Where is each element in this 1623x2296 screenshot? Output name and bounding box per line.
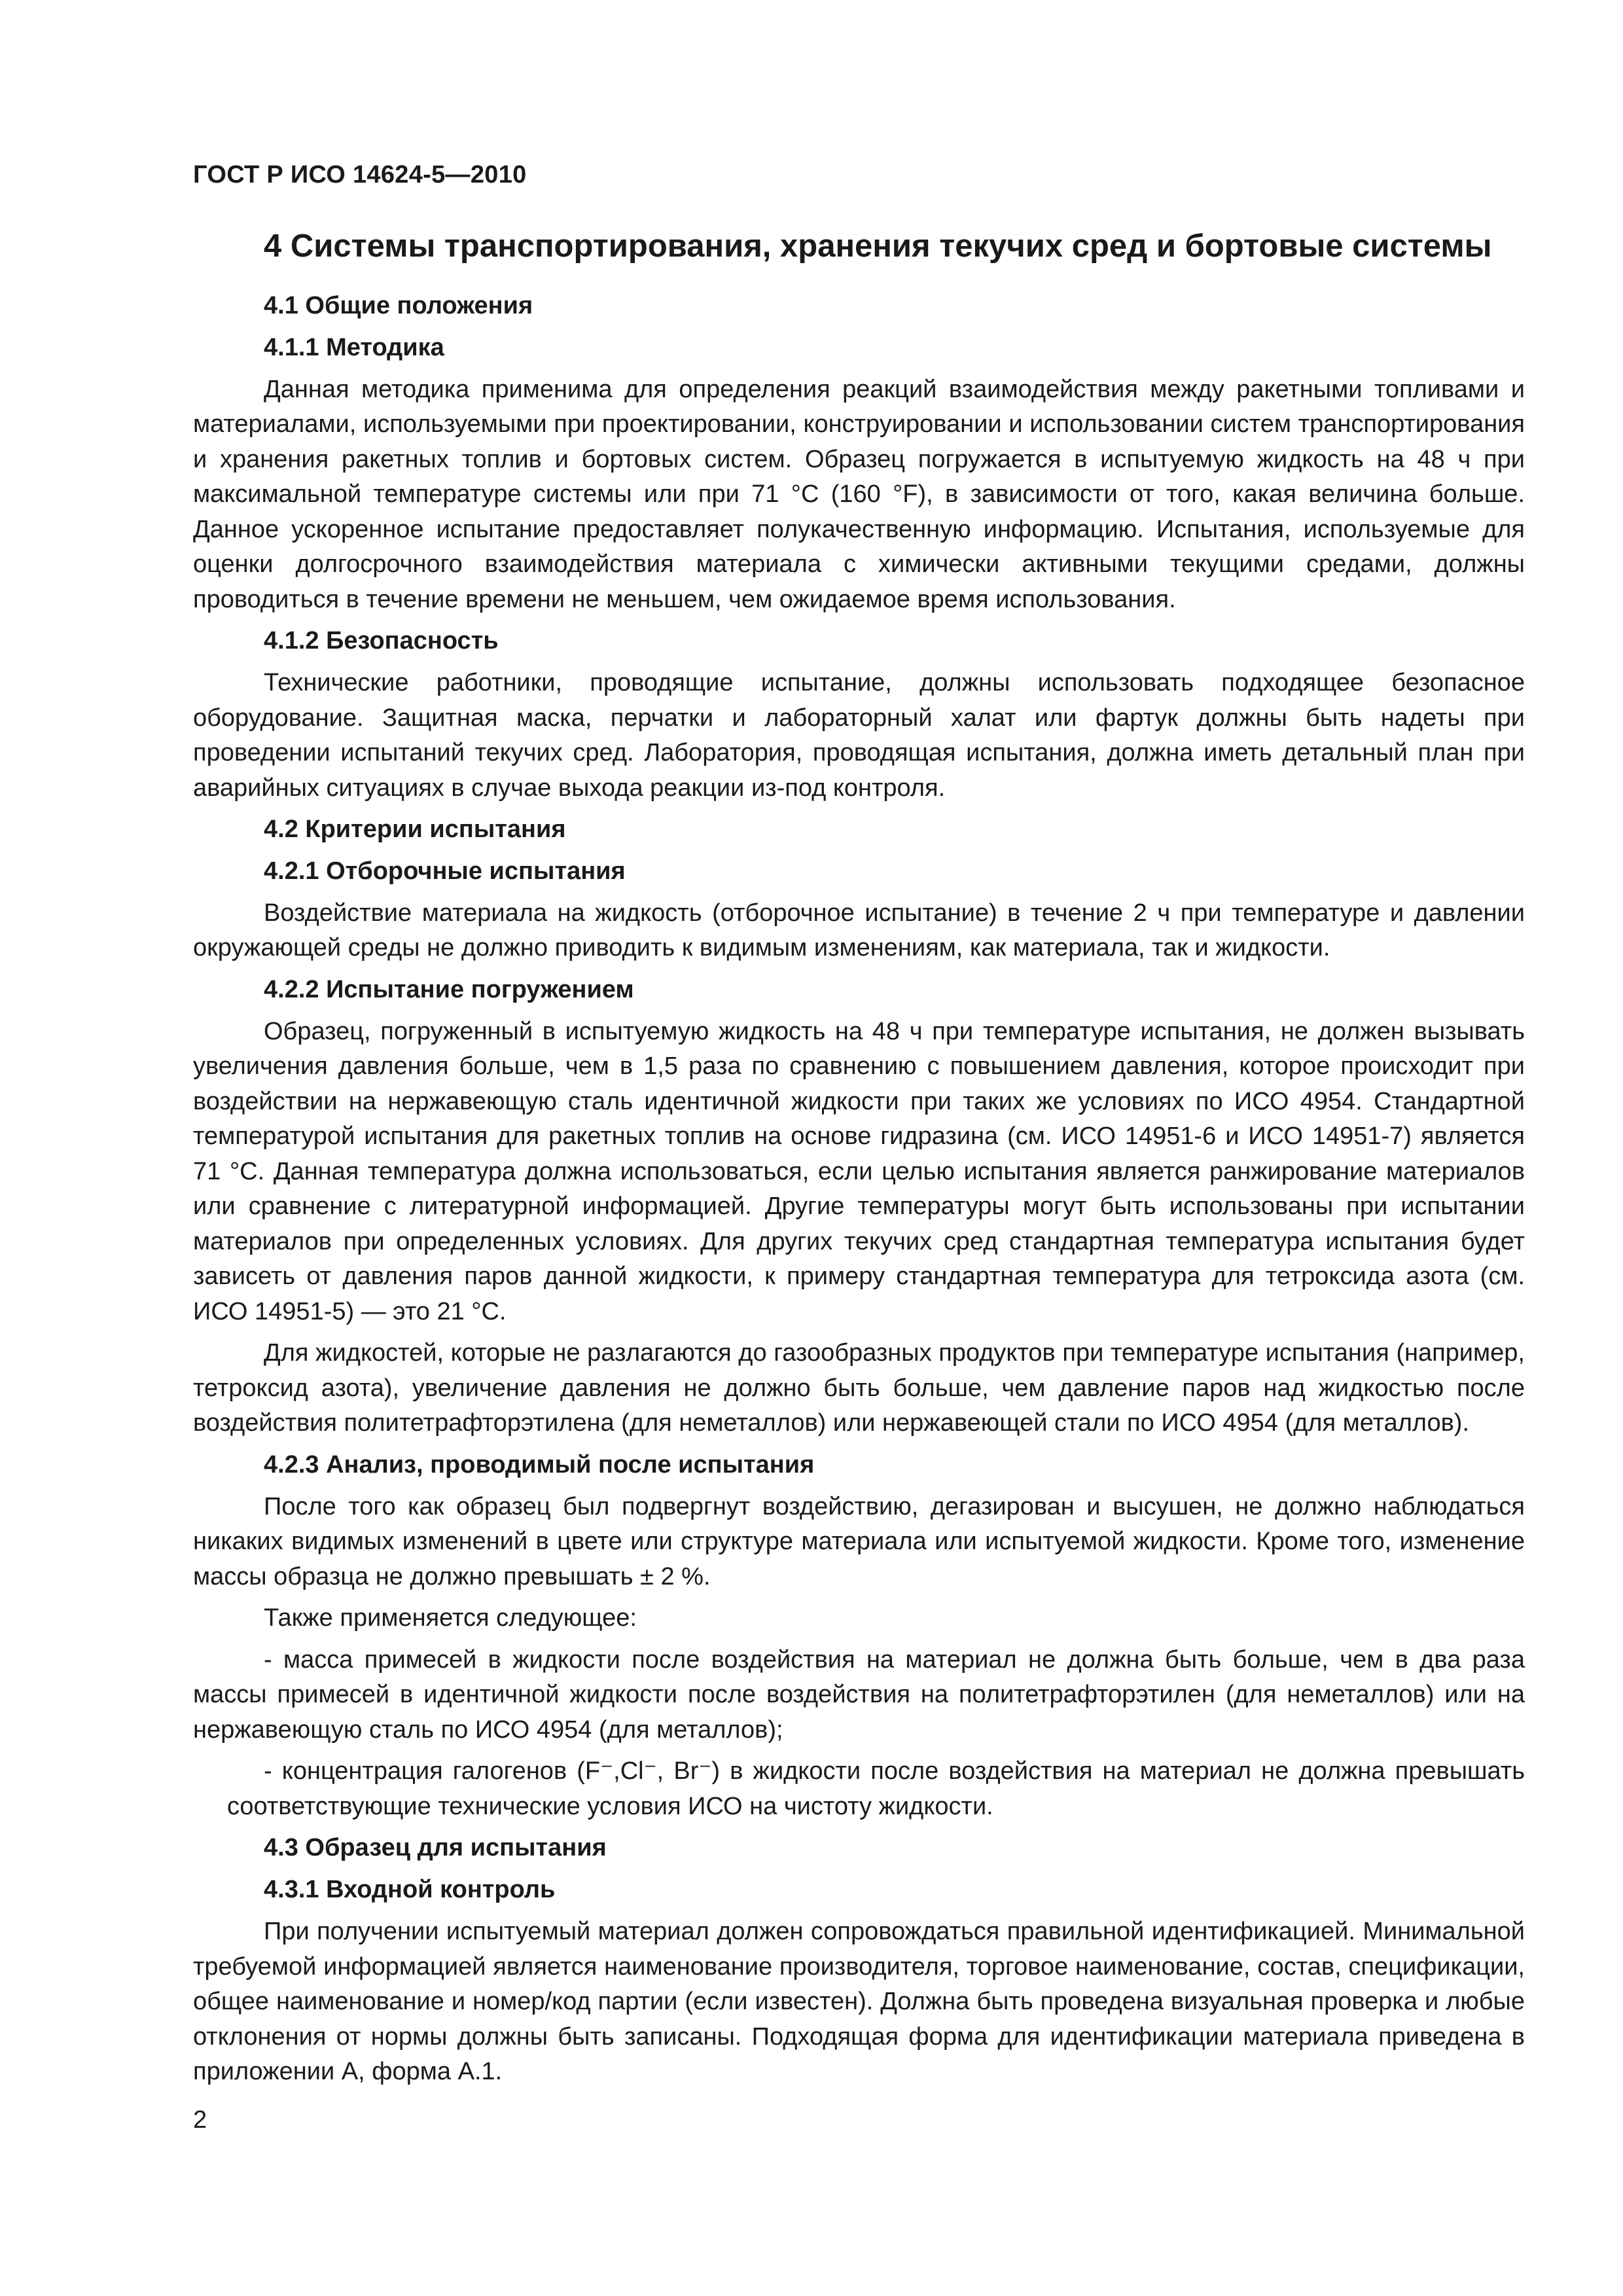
paragraph-4-2-3-a: После того как образец был подвергнут воздействию, дегазирован и высушен, не должно наблюдаться никаких видимых изменений в цвете или структуре материала или испытуемой жидкости. Кроме того, изменение массы образца не должно превышать ± 2 %. — [193, 1492, 1525, 1590]
paragraph-4-1-2: Технические работники, проводящие испытание, должны использовать подходящее безопасное оборудование. Защитная маска, перчатки и лабораторный халат или фартук должны быть надеты при проведении испытаний текучих сред. Лаборатория, проводящая испытания, должна иметь детальный план при аварийных ситуациях в случае выхода реакции из-под контроля. — [193, 669, 1525, 802]
page-number: 2 — [193, 2106, 207, 2134]
section-heading-4-1-2: 4.1.2 Безопасность — [264, 627, 499, 655]
paragraph-4-2-3-b: Также применяется следующее: — [264, 1604, 637, 1632]
paragraph-4-2-2-a: Образец, погруженный в испытуемую жидкость на 48 ч при температуре испытания, не должен вызывать увеличения давления больше, чем в 1,5 раза по сравнению с повышением давления, которое происходит при воздействии на нержавеющую сталь идентичной жидкости при таких же условиях по ИСО 4954. Стандартной температурой испытания для ракетных топлив на основе гидразина (см. ИСО 14951-6 и ИСО 14951-7) является 71 °С. Данная температура должна использоваться, если целью испытания является ранжирование материалов или сравнение с литературной информацией. Другие температуры могут быть использованы при испытании материалов при определенных условиях. Для других текучих сред стандартная температура испытания будет зависеть от давления паров данной жидкости, к примеру стандартная температура для тетроксида азота (см. ИСО 14951-5) — это 21 °С. — [193, 1017, 1525, 1325]
chapter-title: 4 Системы транспортирования, хранения текучих сред и бортовые системы — [264, 228, 1492, 264]
section-heading-4-3-1: 4.3.1 Входной контроль — [264, 1876, 556, 1904]
section-heading-4-3: 4.3 Образец для испытания — [264, 1834, 607, 1862]
paragraph-4-2-1: Воздействие материала на жидкость (отборочное испытание) в течение 2 ч при температуре и давлении окружающей среды не должно приводить к видимым изменениям, как материала, так и жидкости. — [193, 899, 1525, 962]
paragraph-4-2-2-b: Для жидкостей, которые не разлагаются до газообразных продуктов при температуре испытания (например, тетроксид азота), увеличение давления не должно быть больше, чем давление паров над жидкостью после воздействия политетрафторэтилена (для неметаллов) или нержавеющей стали по ИСО 4954 (для металлов). — [193, 1339, 1525, 1437]
document-code-header: ГОСТ Р ИСО 14624-5—2010 — [193, 161, 527, 188]
list-item-impurities: - масса примесей в жидкости после воздействия на материал не должна быть больше, чем в два раза массы примесей в идентичной жидкости после воздействия на политетрафторэтилен (для неметаллов) или на нержавеющую сталь по ИСО 4954 (для металлов); — [193, 1645, 1525, 1744]
section-heading-4-2-2: 4.2.2 Испытание погружением — [264, 975, 634, 1003]
section-heading-4-2: 4.2 Критерии испытания — [264, 816, 566, 844]
section-heading-4-2-3: 4.2.3 Анализ, проводимый после испытания — [264, 1450, 815, 1479]
list-item-halogens: - концентрация галогенов (F⁻,Cl⁻, Br⁻) в жидкости после воздействия на материал не должна превышать соответствующие технические условия ИСО на чистоту жидкости. — [227, 1757, 1525, 1820]
section-heading-4-1: 4.1 Общие положения — [264, 291, 533, 319]
page-content — [193, 226, 1525, 2096]
section-heading-4-1-1: 4.1.1 Методика — [264, 333, 444, 361]
paragraph-4-3-1: При получении испытуемый материал должен сопровождаться правильной идентификацией. Минимальной требуемой информацией является наименование производителя, торговое наименование, состав, спецификации, общее наименование и номер/код партии (если известен). Должна быть проведена визуальная проверка и любые отклонения от нормы должны быть записаны. Подходящая форма для идентификации материала приведена в приложении А, форма А.1. — [193, 1918, 1525, 2086]
paragraph-4-1-1: Данная методика применима для определения реакций взаимодействия между ракетными топливами и материалами, используемыми при проектировании, конструировании и использовании систем транспортирования и хранения ракетных топлив и бортовых систем. Образец погружается в испытуемую жидкость на 48 ч при максимальной температуре системы или при 71 °С (160 °F), в зависимости от того, какая величина больше. Данное ускоренное испытание предоставляет полукачественную информацию. Испытания, используемые для оценки долгосрочного взаимодействия материала с химически активными текущими средами, должны проводиться в течение времени не меньшем, чем ожидаемое время использования. — [193, 375, 1525, 613]
section-heading-4-2-1: 4.2.1 Отборочные испытания — [264, 857, 626, 885]
